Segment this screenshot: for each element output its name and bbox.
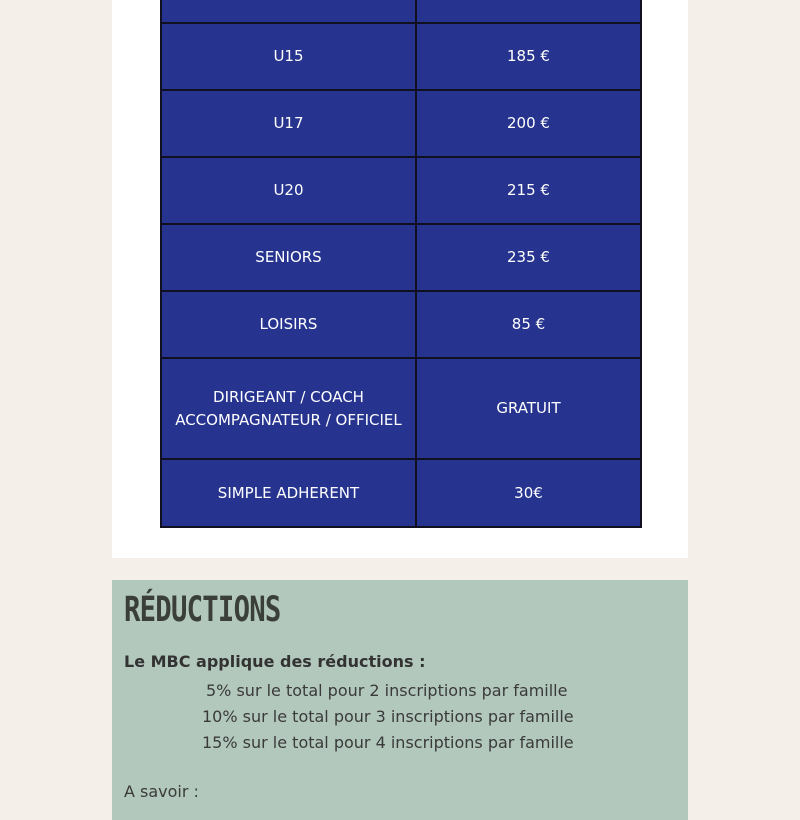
table-cell-category: U17 [161,90,416,157]
table-row [161,459,641,527]
tarifs-table [160,0,642,528]
table-cell-price: GRATUIT [416,358,641,459]
list-item: 5% sur le total pour 2 inscriptions par famille [206,681,568,700]
reductions-list [112,678,712,756]
table-row [161,358,641,459]
table-cell-price: 85 € [416,291,641,358]
table-cell-category: SENIORS [161,224,416,291]
table-cell-price: 185 € [416,23,641,90]
table-cell-price: 200 € [416,90,641,157]
table-cell-category [161,0,416,23]
list-item: 15% sur le total pour 4 inscriptions par famille [202,733,574,752]
reductions-title: RÉDUCTIONS [124,590,281,630]
table-row [161,0,641,23]
table-row [161,23,641,90]
table-cell-category: U15 [161,23,416,90]
table-cell-category: DIRIGEANT / COACH ACCOMPAGNATEUR / OFFICIEL [161,358,416,459]
table-cell-category: U20 [161,157,416,224]
table-cell-price: 235 € [416,224,641,291]
table-cell-price: 30€ [416,459,641,527]
list-item: 10% sur le total pour 3 inscriptions par famille [202,707,574,726]
table-row [161,224,641,291]
reductions-intro: Le MBC applique des réductions : [124,652,426,671]
table-row [161,157,641,224]
table-row [161,291,641,358]
table-cell-price [416,0,641,23]
table-row [161,90,641,157]
reductions-card [112,580,688,820]
a-savoir-label: A savoir : [124,782,199,801]
table-cell-category: LOISIRS [161,291,416,358]
table-cell-price: 215 € [416,157,641,224]
table-cell-category: SIMPLE ADHERENT [161,459,416,527]
